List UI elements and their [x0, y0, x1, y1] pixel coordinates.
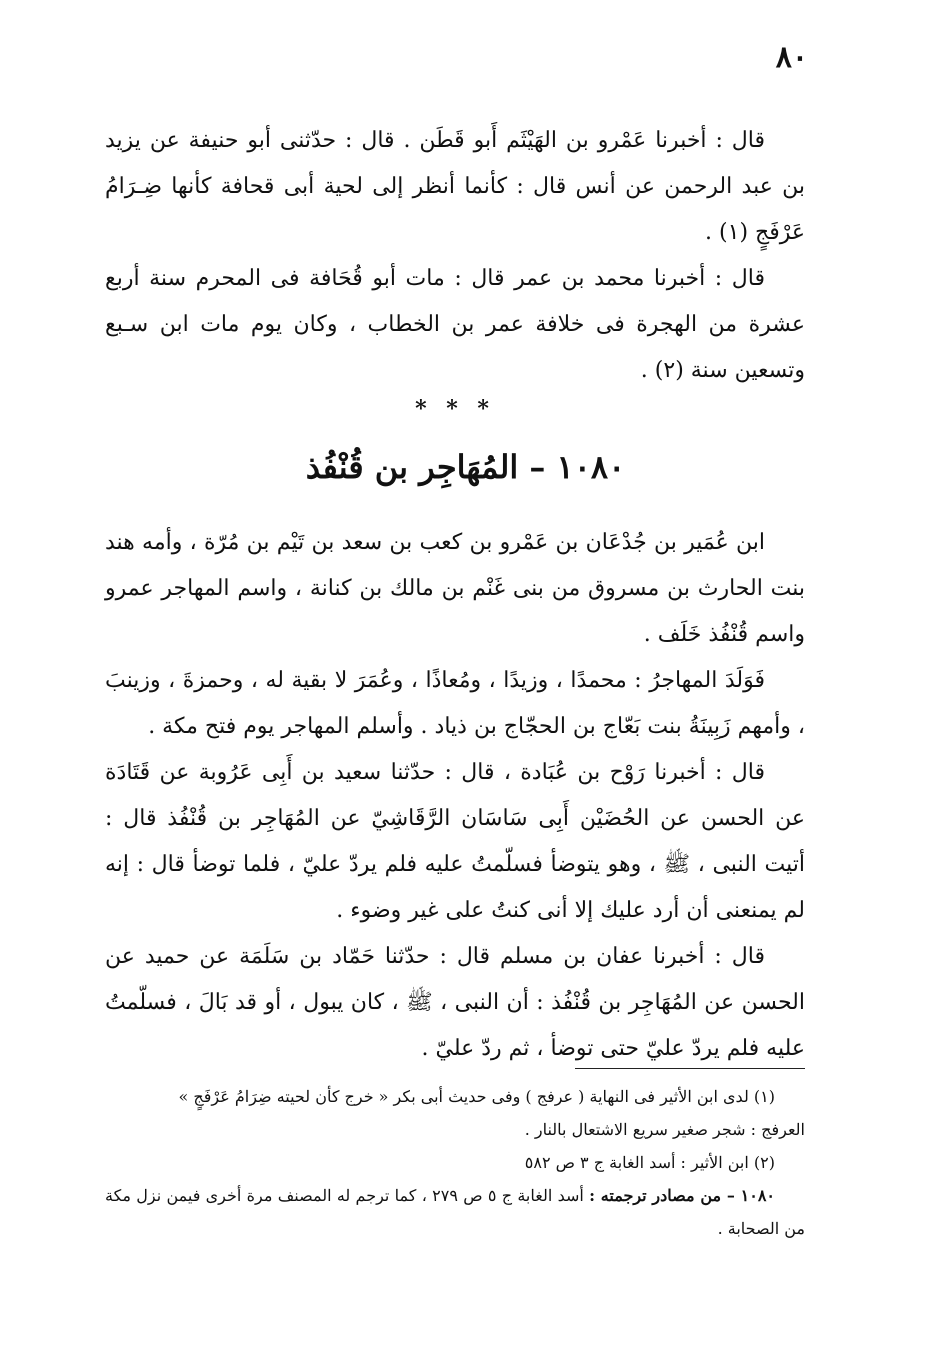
paragraph: ابن عُمَير بن جُدْعَان بن عَمْرو بن كعب بن سعد بن تَيْم بن مُرّة ، وأمه هند بنت الحارث بن مسروق من بنى غَنْم بن مالك بن كنانة ، واسم المهاجر عمرو واسم قُنْفُذ خَلَف .: [105, 530, 805, 647]
paragraph: قال : أخبرنا عَمْرو بن الهَيْثَم أَبو قَطَن . قال : حدّثنى أبو حنيفة عن يزيد بن عبد الرحمن عن أنس قال : كأنما أنظر إلى لحية أبى قحافة كأنها ضِـرَامُ عَرْفَجٍ (١) .: [105, 128, 805, 245]
section-title: ١٠٨٠ – المُهَاجِر بن قُنْفُذ: [305, 448, 626, 486]
paragraph: فَوَلَدَ المهاجرُ : محمدًا ، وزيدًا ، ومُعاذًا ، وعُمَرَ لا بقية له ، وحمزةَ ، وزينبَ ، وأمهم زَبِينَةُ بنت بَعّاج بن الحجّاج بن ذياد . وأسلم المهاجر يوم فتح مكة .: [105, 668, 805, 739]
footnote-divider: [575, 1068, 805, 1069]
text-block-top: [105, 118, 805, 394]
section-separator: * * *: [415, 396, 495, 422]
page-number: ٨٠: [775, 40, 808, 75]
footnote: (١) لدى ابن الأثير فى النهاية ( عرفج ) وفى حديث أبى بكر « خرج كأن لحيته ضِرَامُ عَرْفَجٍ »: [178, 1087, 775, 1106]
text-block-main: [105, 520, 805, 1072]
footnote: العرفج : شجر صغير سريع الاشتعال بالنار .: [524, 1120, 805, 1139]
paragraph: قال : أخبرنا محمد بن عمر قال : مات أبو قُحَافة فى المحرم سنة أربع عشرة من الهجرة فى خلافة عمر بن الخطاب ، وكان يوم مات ابن سـبع وتسعين سنة (٢) .: [105, 266, 805, 383]
footnote: (٢) ابن الأثير : أسد الغابة ج ٣ ص ٥٨٢: [524, 1153, 775, 1172]
footnote-label: ١٠٨٠ – من مصادر ترجمته :: [589, 1186, 776, 1205]
paragraph: قال : أخبرنا عفان بن مسلم قال : حدّثنا حَمّاد بن سَلَمَة عن حميد عن الحسن عن المُهَاجِر بن قُنْفُذ : أن النبى ، ﷺ ، كان يبول ، أو قد بَالَ ، فسلّمتُ عليه فلم يردّ عليّ حتى توضأ ، ثم ردّ عليّ .: [105, 944, 805, 1061]
paragraph: قال : أخبرنا رَوْح بن عُبَادة ، قال : حدّثنا سعيد بن أَبِى عَرُوبة عن قَتَادَة عن الحسن عن الحُضَيْن أَبِى سَاسَان الرَّقَاشِيّ عن المُهَاجِر بن قُنْفُذ قال : أتيت النبى ، ﷺ ، وهو يتوضأ فسلّمتُ عليه فلم يردّ عليّ ، فلما توضأ قال : إنه لم يمنعنى أن أرد عليك إلا أنى كنتُ على غير وضوء .: [105, 760, 805, 923]
footnote-text: أسد الغابة ج ٥ ص ٢٧٩ ، كما ترجم له المصنف مرة أخرى فيمن نزل مكة من الصحابة .: [105, 1186, 805, 1238]
footnotes: [105, 1080, 805, 1245]
footnote: [105, 1179, 805, 1245]
